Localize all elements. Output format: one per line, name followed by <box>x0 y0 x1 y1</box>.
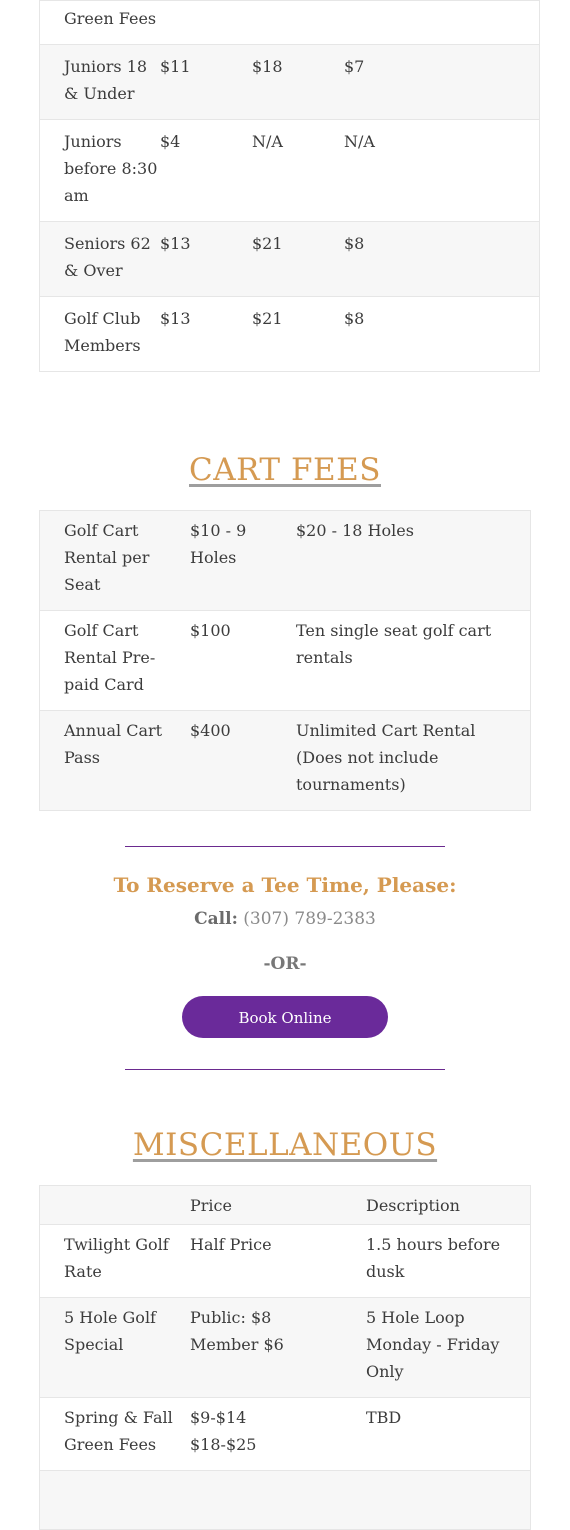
row-price-1: $13 <box>160 222 252 297</box>
table-header-row <box>40 1186 531 1225</box>
row-description: $20 - 18 Holes <box>296 511 531 611</box>
row-description: 5 Hole Loop Monday - Friday Only <box>366 1298 531 1398</box>
row-description: Unlimited Cart Rental (Does not include tournaments) <box>296 711 531 811</box>
row-price <box>190 1298 366 1398</box>
table-row <box>40 1398 531 1471</box>
row-price: $400 <box>190 711 296 811</box>
row-name: Seniors 62 & Over <box>40 222 161 297</box>
table-row <box>40 45 540 120</box>
table-row <box>40 711 531 811</box>
row-price: $100 <box>190 611 296 711</box>
table-row <box>40 1225 531 1298</box>
row-name: Golf Cart Rental per Seat <box>40 511 191 611</box>
price-line: Member $6 <box>190 1335 284 1354</box>
row-name: Green Fees <box>64 9 157 28</box>
price-line: $9-$14 <box>190 1408 247 1427</box>
table-row <box>40 511 531 611</box>
row-name: Golf Cart Rental Pre-paid Card <box>40 611 191 711</box>
row-price-2 <box>252 1 344 45</box>
row-name: Annual Cart Pass <box>40 711 191 811</box>
row-price-3: N/A <box>344 120 540 222</box>
green-fees-table <box>39 0 540 372</box>
cart-fees-heading: CART FEES <box>189 452 381 488</box>
header-price: Price <box>190 1186 366 1225</box>
header-description: Description <box>366 1186 531 1225</box>
row-price-1: $4 <box>160 120 252 222</box>
or-separator: -OR- <box>263 954 307 974</box>
header-name <box>40 1186 191 1225</box>
phone-number-link[interactable]: (307) 789-2383 <box>243 909 376 929</box>
reserve-title: To Reserve a Tee Time, Please: <box>113 873 457 897</box>
table-row <box>40 1298 531 1398</box>
row-price <box>190 1398 366 1471</box>
cart-fees-table <box>39 510 531 811</box>
table-row <box>40 120 540 222</box>
row-price-1 <box>160 1 252 45</box>
table-row <box>40 222 540 297</box>
row-name: Juniors 18 & Under <box>40 45 161 120</box>
row-price-3: $8 <box>344 297 540 372</box>
row-price-2: $21 <box>252 222 344 297</box>
row-price-2: $21 <box>252 297 344 372</box>
row-price-3 <box>344 1 540 45</box>
price-line: $18-$25 <box>190 1435 257 1454</box>
table-row <box>40 1471 531 1530</box>
row-name: 5 Hole Golf Special <box>40 1298 191 1398</box>
call-label: Call: <box>194 909 238 929</box>
miscellaneous-heading: MISCELLANEOUS <box>132 1127 438 1163</box>
row-price: Half Price <box>190 1225 366 1298</box>
price-line: Public: $8 <box>190 1308 272 1327</box>
section-divider <box>125 1069 445 1070</box>
table-row <box>40 1 540 45</box>
call-line <box>0 909 570 929</box>
row-price-3: $8 <box>344 222 540 297</box>
miscellaneous-table <box>39 1185 531 1530</box>
row-name: Golf Club Members <box>40 297 161 372</box>
row-price-1: $13 <box>160 297 252 372</box>
row-description: TBD <box>366 1398 531 1471</box>
table-row <box>40 611 531 711</box>
row-price: $10 - 9 Holes <box>190 511 296 611</box>
row-price-2: N/A <box>252 120 344 222</box>
book-online-button[interactable]: Book Online <box>182 996 388 1038</box>
row-price-3: $7 <box>344 45 540 120</box>
section-divider <box>125 846 445 847</box>
row-description: Ten single seat golf cart rentals <box>296 611 531 711</box>
row-name: Twilight Golf Rate <box>40 1225 191 1298</box>
row-description: 1.5 hours before dusk <box>366 1225 531 1298</box>
row-price-1: $11 <box>160 45 252 120</box>
row-name: Spring & Fall Green Fees <box>40 1398 191 1471</box>
row-name: Juniors before 8:30 am <box>40 120 161 222</box>
row-price-2: $18 <box>252 45 344 120</box>
table-row <box>40 297 540 372</box>
